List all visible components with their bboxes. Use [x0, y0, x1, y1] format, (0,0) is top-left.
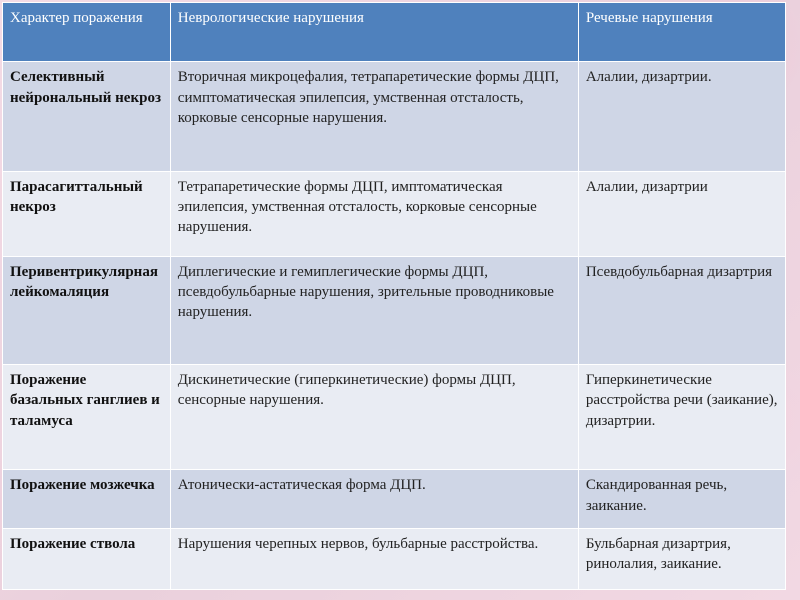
table-header-row: [3, 3, 786, 62]
speech-cell: Гиперкинетические расстройства речи (заикание), дизартрии.: [578, 365, 785, 470]
lesion-cell: Селективный нейрональный некроз: [3, 62, 171, 171]
lesion-cell: Парасагиттальный некроз: [3, 171, 171, 256]
lesion-cell: Перивентрикулярная лейкомаляция: [3, 256, 171, 364]
table-row: [3, 470, 786, 528]
neuro-cell: Атонически-астатическая форма ДЦП.: [170, 470, 578, 528]
table-row: [3, 62, 786, 171]
speech-cell: Алалии, дизартрии: [578, 171, 785, 256]
neuro-cell: Нарушения черепных нервов, бульбарные расстройства.: [170, 528, 578, 589]
speech-cell: Псевдобульбарная дизартрия: [578, 256, 785, 364]
lesion-cell: Поражение мозжечка: [3, 470, 171, 528]
neuro-cell: Вторичная микроцефалия, тетрапаретические формы ДЦП, симптоматическая эпилепсия, умственная отсталость, корковые сенсорные нарушения.: [170, 62, 578, 171]
speech-cell: Алалии, дизартрии.: [578, 62, 785, 171]
lesion-table: [2, 2, 786, 590]
lesion-cell: Поражение базальных ганглиев и таламуса: [3, 365, 171, 470]
table-row: [3, 365, 786, 470]
neuro-cell: Тетрапаретические формы ДЦП, имптоматическая эпилепсия, умственная отсталость, корковые сенсорные нарушения.: [170, 171, 578, 256]
header-speech: Речевые нарушения: [578, 3, 785, 62]
speech-cell: Бульбарная дизартрия, ринолалия, заикание.: [578, 528, 785, 589]
header-neurological: Неврологические нарушения: [170, 3, 578, 62]
table-row: [3, 528, 786, 589]
header-lesion-type: Характер поражения: [3, 3, 171, 62]
table-row: [3, 171, 786, 256]
lesion-cell: Поражение ствола: [3, 528, 171, 589]
speech-cell: Скандированная речь, заикание.: [578, 470, 785, 528]
neuro-cell: Дискинетические (гиперкинетические) формы ДЦП, сенсорные нарушения.: [170, 365, 578, 470]
neuro-cell: Диплегические и гемиплегические формы ДЦП, псевдобульбарные нарушения, зрительные проводниковые нарушения.: [170, 256, 578, 364]
table-row: [3, 256, 786, 364]
